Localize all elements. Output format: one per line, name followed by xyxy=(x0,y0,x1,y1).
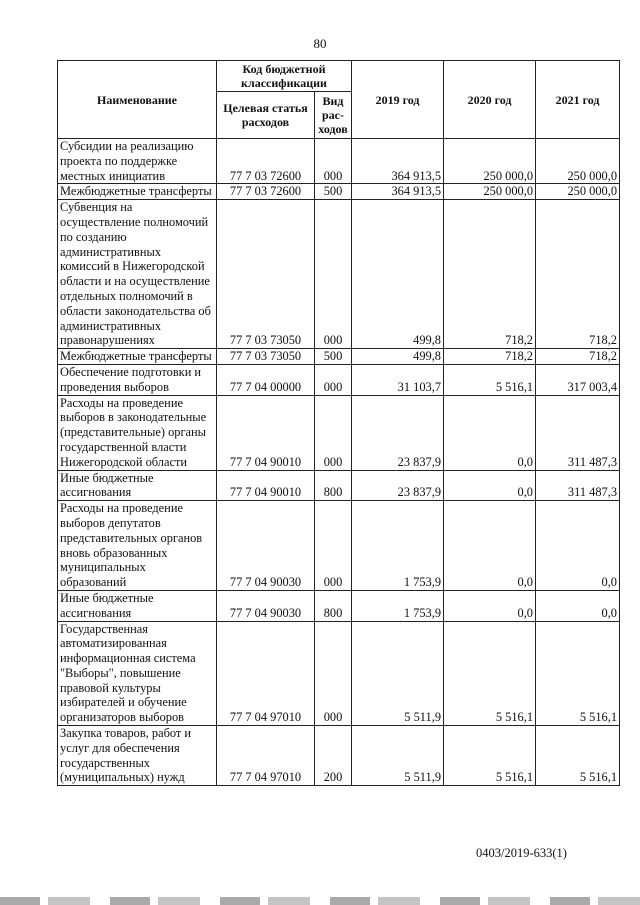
row-name: Иные бюджетные ассигнования xyxy=(58,590,217,621)
row-value-2020: 5 516,1 xyxy=(444,364,536,395)
scan-edge-artifact xyxy=(0,897,640,905)
row-value-2019: 1 753,9 xyxy=(352,501,444,591)
row-value-2020: 250 000,0 xyxy=(444,139,536,184)
row-name: Закупка товаров, работ и услуг для обеспечения государственных (муниципальных) нужд xyxy=(58,726,217,786)
row-value-2021: 311 487,3 xyxy=(536,395,620,470)
row-value-2020: 0,0 xyxy=(444,470,536,501)
header-name: Наименование xyxy=(58,61,217,139)
row-expense-kind: 500 xyxy=(315,349,352,365)
row-value-2020: 718,2 xyxy=(444,200,536,349)
row-value-2019: 364 913,5 xyxy=(352,139,444,184)
row-value-2021: 5 516,1 xyxy=(536,726,620,786)
table-row xyxy=(58,139,620,184)
row-target-code: 77 7 03 73050 xyxy=(217,200,315,349)
row-value-2019: 23 837,9 xyxy=(352,470,444,501)
row-name: Межбюджетные трансферты xyxy=(58,349,217,365)
page-number: 80 xyxy=(313,36,327,51)
row-expense-kind: 000 xyxy=(315,139,352,184)
row-name: Расходы на проведение выборов в законодательные (представительные) органы государственной власти Нижегородской области xyxy=(58,395,217,470)
row-value-2019: 31 103,7 xyxy=(352,364,444,395)
budget-table xyxy=(57,60,620,786)
row-expense-kind: 000 xyxy=(315,200,352,349)
row-name: Государственная автоматизированная информационная система "Выборы", повышение правовой культуры избирателей и обучение организаторов выборов xyxy=(58,621,217,726)
row-value-2019: 5 511,9 xyxy=(352,726,444,786)
table-row xyxy=(58,621,620,726)
table-row xyxy=(58,349,620,365)
table-row xyxy=(58,364,620,395)
row-value-2021: 250 000,0 xyxy=(536,139,620,184)
table-row xyxy=(58,184,620,200)
row-target-code: 77 7 04 00000 xyxy=(217,364,315,395)
header-row-top xyxy=(58,61,620,92)
row-value-2020: 5 516,1 xyxy=(444,726,536,786)
header-classification: Код бюджетной классификации xyxy=(217,61,352,92)
row-target-code: 77 7 04 97010 xyxy=(217,621,315,726)
row-value-2019: 1 753,9 xyxy=(352,590,444,621)
table-row xyxy=(58,395,620,470)
row-expense-kind: 800 xyxy=(315,470,352,501)
row-name: Межбюджетные трансферты xyxy=(58,184,217,200)
row-value-2020: 0,0 xyxy=(444,590,536,621)
row-value-2021: 718,2 xyxy=(536,200,620,349)
row-value-2020: 0,0 xyxy=(444,501,536,591)
row-value-2021: 250 000,0 xyxy=(536,184,620,200)
row-value-2020: 0,0 xyxy=(444,395,536,470)
header-target: Целевая статья расходов xyxy=(217,92,315,139)
row-expense-kind: 800 xyxy=(315,590,352,621)
header-kind: Вид рас-ходов xyxy=(315,92,352,139)
table-row xyxy=(58,501,620,591)
row-target-code: 77 7 03 73050 xyxy=(217,349,315,365)
row-expense-kind: 000 xyxy=(315,364,352,395)
row-value-2020: 5 516,1 xyxy=(444,621,536,726)
row-value-2019: 364 913,5 xyxy=(352,184,444,200)
table-row xyxy=(58,590,620,621)
row-name: Иные бюджетные ассигнования xyxy=(58,470,217,501)
row-value-2019: 499,8 xyxy=(352,200,444,349)
row-name: Субсидии на реализацию проекта по поддержке местных инициатив xyxy=(58,139,217,184)
table-row xyxy=(58,726,620,786)
row-expense-kind: 000 xyxy=(315,395,352,470)
row-name: Обеспечение подготовки и проведения выборов xyxy=(58,364,217,395)
row-value-2019: 23 837,9 xyxy=(352,395,444,470)
row-expense-kind: 500 xyxy=(315,184,352,200)
row-expense-kind: 000 xyxy=(315,621,352,726)
row-name: Расходы на проведение выборов депутатов представительных органов вновь образованных муниципальных образований xyxy=(58,501,217,591)
row-target-code: 77 7 04 90030 xyxy=(217,590,315,621)
row-expense-kind: 000 xyxy=(315,501,352,591)
row-value-2021: 0,0 xyxy=(536,590,620,621)
row-value-2019: 499,8 xyxy=(352,349,444,365)
row-target-code: 77 7 03 72600 xyxy=(217,184,315,200)
table-row xyxy=(58,200,620,349)
row-target-code: 77 7 04 90010 xyxy=(217,470,315,501)
row-value-2020: 250 000,0 xyxy=(444,184,536,200)
row-target-code: 77 7 04 90010 xyxy=(217,395,315,470)
row-target-code: 77 7 04 97010 xyxy=(217,726,315,786)
row-expense-kind: 200 xyxy=(315,726,352,786)
row-name: Субвенция на осуществление полномочий по созданию административных комиссий в Нижегородской области и на осуществление отдельных полномочий в области законодательства об административных правонарушениях xyxy=(58,200,217,349)
table-row xyxy=(58,470,620,501)
row-value-2020: 718,2 xyxy=(444,349,536,365)
row-target-code: 77 7 03 72600 xyxy=(217,139,315,184)
row-value-2021: 0,0 xyxy=(536,501,620,591)
document-code: 0403/2019-633(1) xyxy=(476,846,567,860)
header-2020: 2020 год xyxy=(444,61,536,139)
header-2021: 2021 год xyxy=(536,61,620,139)
row-value-2021: 5 516,1 xyxy=(536,621,620,726)
row-value-2021: 718,2 xyxy=(536,349,620,365)
row-value-2021: 311 487,3 xyxy=(536,470,620,501)
row-target-code: 77 7 04 90030 xyxy=(217,501,315,591)
header-2019: 2019 год xyxy=(352,61,444,139)
row-value-2021: 317 003,4 xyxy=(536,364,620,395)
row-value-2019: 5 511,9 xyxy=(352,621,444,726)
